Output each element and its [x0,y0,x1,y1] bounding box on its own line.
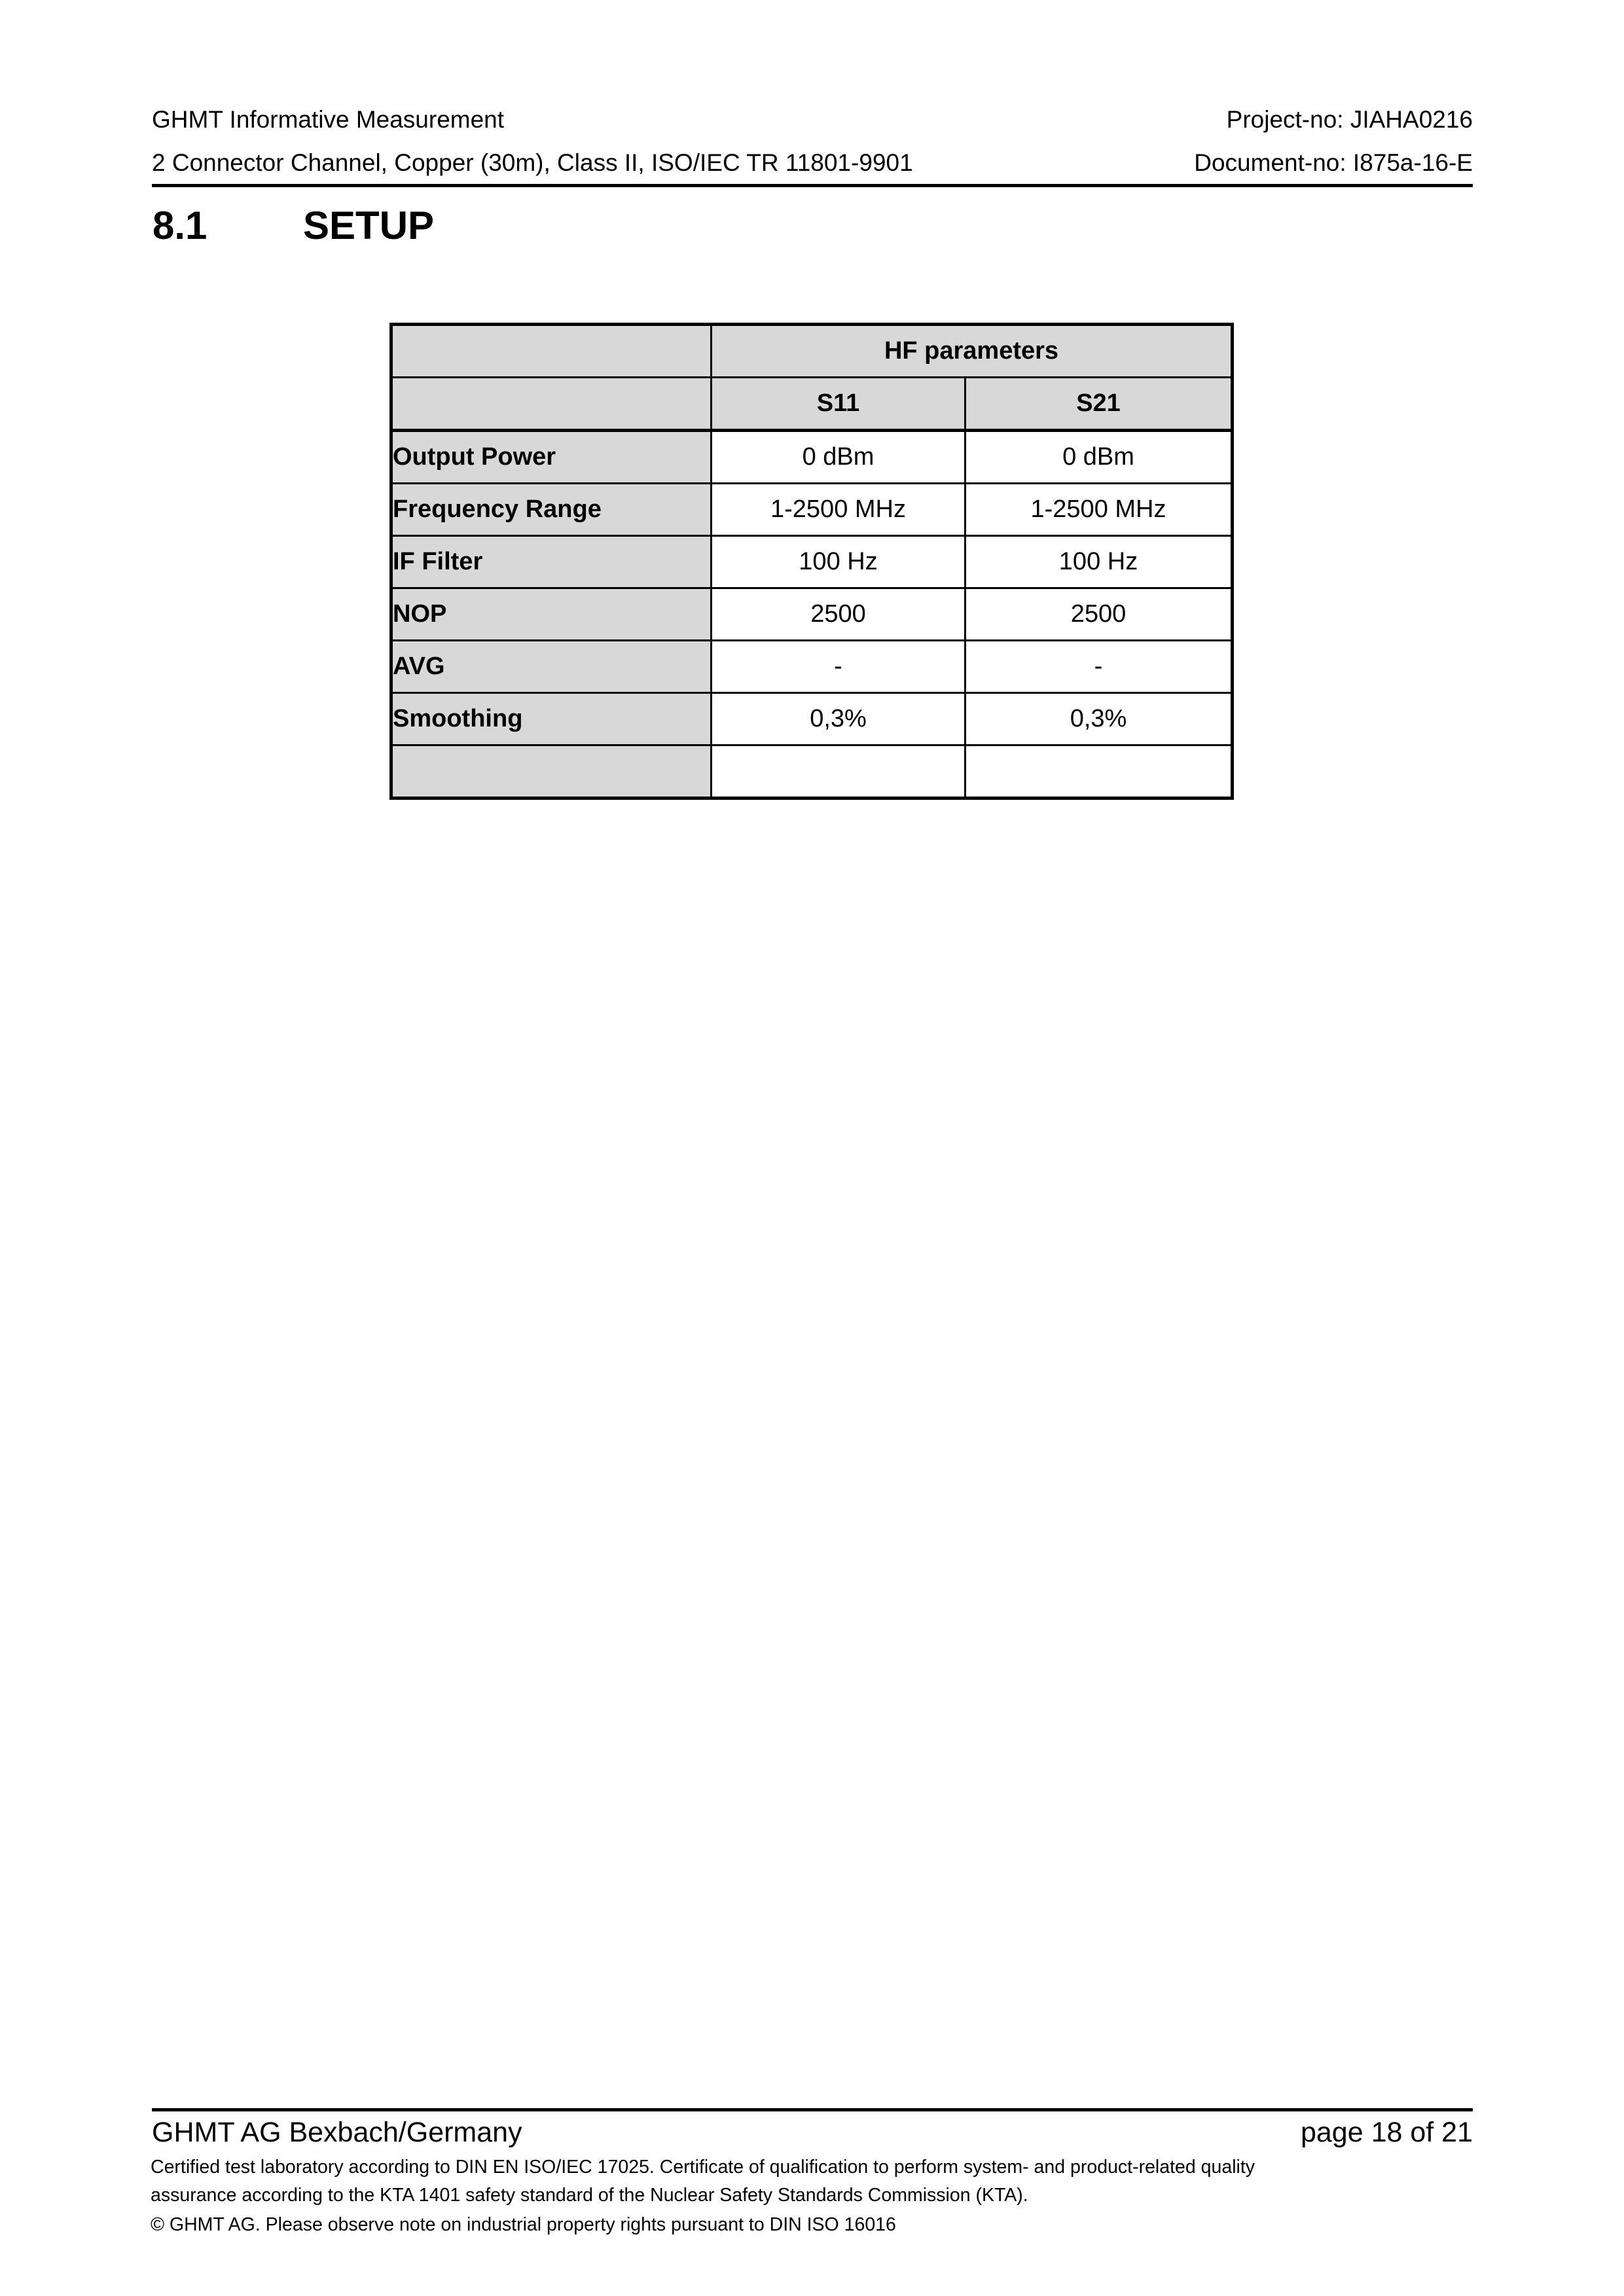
page-header-row-1 [152,105,1473,135]
s21-value: 1-2500 MHz [965,484,1233,536]
row-label: NOP [391,588,712,641]
table-row [391,484,1233,536]
s11-value: 100 Hz [712,536,965,588]
hf-parameters-table [389,323,1234,800]
s21-value [965,745,1233,798]
s11-value: 1-2500 MHz [712,484,965,536]
certification-note [151,2153,1506,2210]
section-title: SETUP [303,204,435,247]
row-label: IF Filter [391,536,712,588]
row-label: Output Power [391,431,712,484]
s11-value: 0 dBm [712,431,965,484]
table-group-header-row [391,325,1233,378]
header-divider [152,184,1473,187]
column-header-s21: S21 [965,378,1233,431]
s21-value: 2500 [965,588,1233,641]
page-header-row-2 [152,148,1473,178]
copyright-notice: © GHMT AG. Please observe note on industrial property rights pursuant to DIN ISO 16016 [151,2214,896,2235]
table-row [391,588,1233,641]
s21-value: - [965,641,1233,693]
document-number: Document-no: I875a-16-E [1194,149,1473,176]
report-title: GHMT Informative Measurement [152,106,505,133]
page-footer-row [152,2116,1473,2150]
page-number: page 18 of 21 [1300,2117,1473,2148]
report-subtitle: 2 Connector Channel, Copper (30m), Class II, ISO/IEC TR 11801-9901 [152,149,913,176]
table-column-header-row [391,378,1233,431]
s11-value: 2500 [712,588,965,641]
row-label: Smoothing [391,693,712,745]
group-header-cell: HF parameters [712,325,1233,378]
row-label: AVG [391,641,712,693]
s11-value: 0,3% [712,693,965,745]
table-row [391,693,1233,745]
section-number: 8.1 [153,204,208,247]
footer-divider [152,2108,1473,2111]
s11-value: - [712,641,965,693]
row-label: Frequency Range [391,484,712,536]
s21-value: 100 Hz [965,536,1233,588]
column-header-s11: S11 [712,378,965,431]
table-row [391,641,1233,693]
table-row [391,431,1233,484]
s11-value [712,745,965,798]
table-row-empty [391,745,1233,798]
certification-note-line-2: assurance according to the KTA 1401 safety standard of the Nuclear Safety Standards Commission (KTA). [151,2185,1028,2206]
empty-corner-cell [391,325,712,378]
empty-corner-cell [391,378,712,431]
company-name: GHMT AG Bexbach/Germany [152,2117,522,2148]
section-heading [153,204,434,247]
s21-value: 0 dBm [965,431,1233,484]
project-number: Project-no: JIAHA0216 [1226,106,1473,133]
s21-value: 0,3% [965,693,1233,745]
certification-note-line-1: Certified test laboratory according to DIN EN ISO/IEC 17025. Certificate of qualification to perform system- and product-related quality [151,2157,1255,2178]
table-row [391,536,1233,588]
row-label [391,745,712,798]
